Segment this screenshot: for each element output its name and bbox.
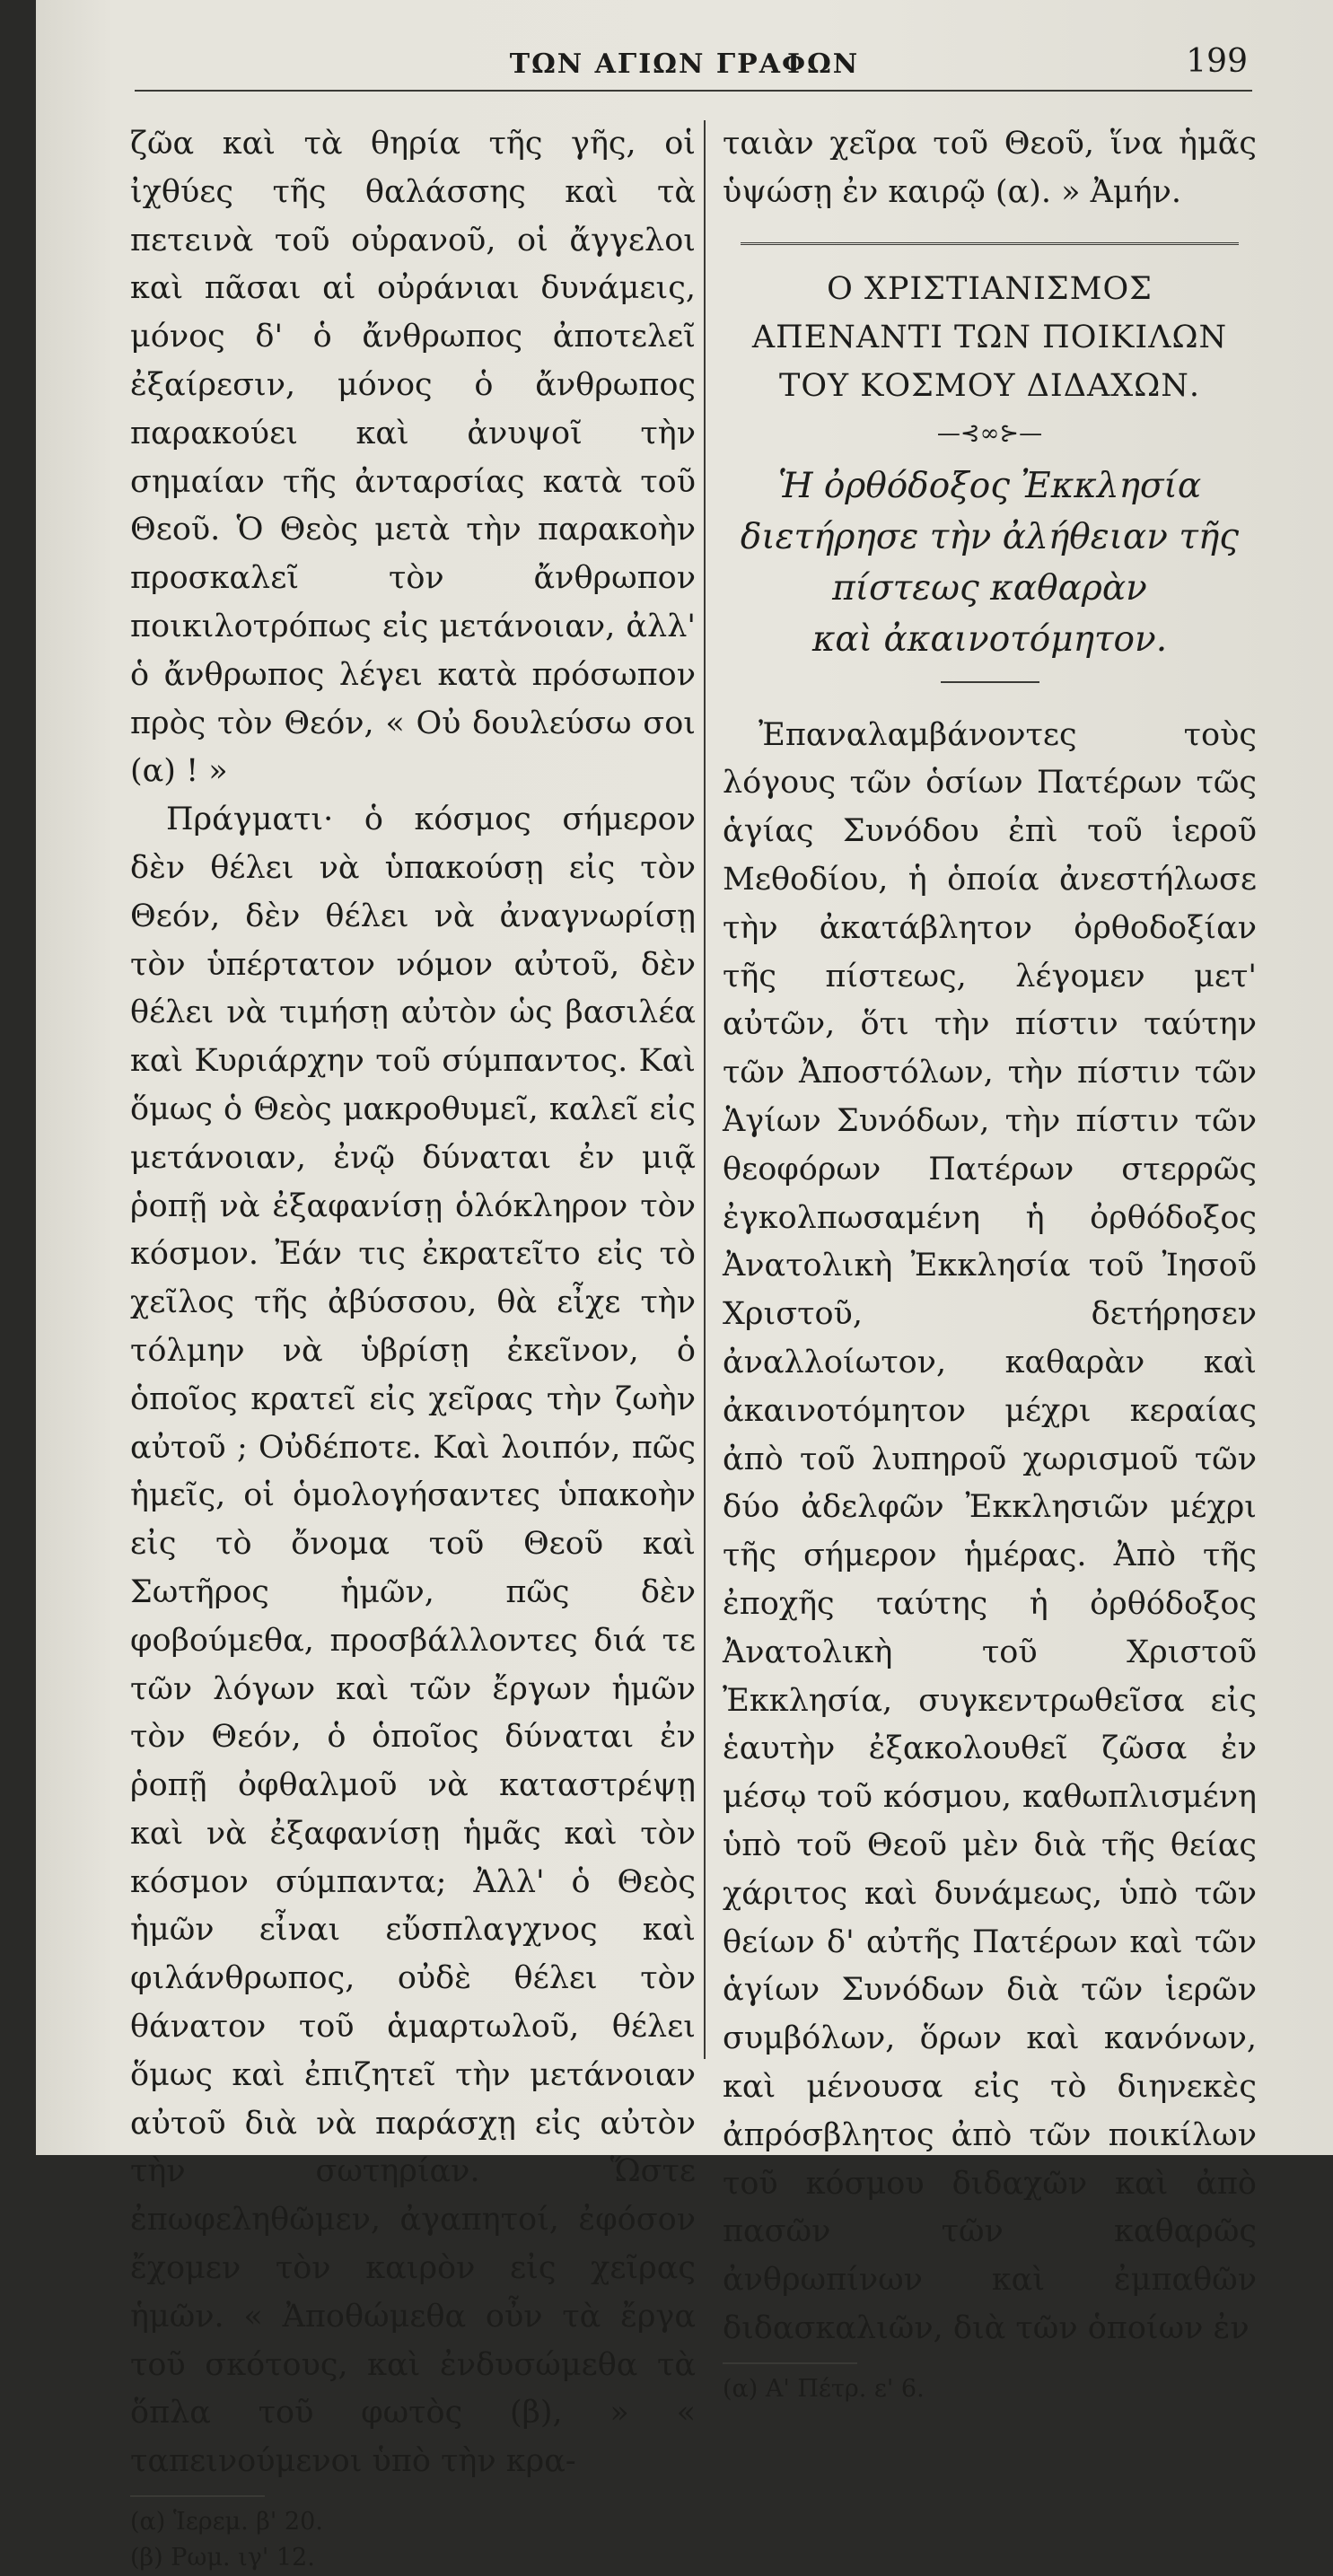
- right-column: [723, 120, 1257, 2407]
- section-title: [723, 265, 1257, 410]
- book-page: [36, 0, 1333, 2572]
- left-footnote-rule: [130, 2495, 265, 2497]
- epigraph-line-3: πίστεως καθαρὰν: [832, 567, 1147, 609]
- page-number: 199: [1186, 43, 1248, 80]
- section-title-line-2: ΑΠΕΝΑΝΤΙ ΤΩΝ ΠΟΙΚΙΛΩΝ: [751, 319, 1228, 355]
- right-footnote-a: (α) Α' Πέτρ. ε' 6.: [723, 2374, 925, 2403]
- right-continuation: ταιὰν χεῖρα τοῦ Θεοῦ, ἵνα ἡμᾶς ὑψώσῃ ἐν καιρῷ (α). » Ἀμήν.: [723, 126, 1257, 210]
- right-paragraph-1: Ἐπαναλαμβάνοντες τοὺς λόγους τῶν ὁσίων Πατέρων τῶς ἁγίας Συνόδου ἐπὶ τοῦ ἱεροῦ Μεθοδίου, ἡ ὁποία ἀνεστήλωσε τὴν ἀκατάβλητον ὀρθοδοξίαν τῆς πίστεως, λέγομεν μετ' αὐτῶν, ὅτι τὴν πίστιν ταύτην τῶν Ἀποστόλων, τὴν πίστιν τῶν Ἁγίων Συνόδων, τὴν πίστιν τῶν θεοφόρων Πατέρων στερρῶς ἐγκολπωσαμένη ἡ ὀρθόδοξος Ἀνατολικὴ Ἐκκλησία τοῦ Ἰησοῦ Χριστοῦ, δετήρησεν ἀναλλοίωτον, καθαρὰν καὶ ἀκαινοτόμητον μέχρι κεραίας ἀπὸ τοῦ λυπηροῦ χωρισμοῦ τῶν δύο ἀδελφῶν Ἐκκλησιῶν μέχρι τῆς σήμερον ἡμέρας. Ἀπὸ τῆς ἐποχῆς ταύτης ἡ ὀρθόδοξος Ἀνατολικὴ τοῦ Χριστοῦ Ἐκκλησία, συγκεντρωθεῖσα εἰς ἑαυτὴν ἐξακολουθεῖ ζῶσα ἐν μέσῳ τοῦ κόσμου, καθωπλισμένη ὑπὸ τοῦ Θεοῦ μὲν διὰ τῆς θείας χάριτος καὶ δυνάμεως, ὑπὸ τῶν θείων δ' αὐτῆς Πατέρων καὶ τῶν ἁγίων Συνόδων διὰ τῶν ἱερῶν συμβόλων, ὅρων καὶ κανόνων, καὶ μένουσα εἰς τὸ διηνεκὲς ἀπρόσβλητος ἀπὸ τῶν ποικίλων τοῦ κόσμου διδαχῶν καὶ ἀπὸ πασῶν τῶν καθαρῶς ἀνθρωπίνων καὶ ἐμπαθῶν διδασκαλιῶν, διὰ τῶν ὁποίων ἐν: [723, 716, 1257, 2346]
- section-title-line-1: Ο ΧΡΙΣΤΙΑΝΙΣΜΟΣ: [827, 270, 1153, 307]
- left-paragraph-2: Πράγματι· ὁ κόσμος σήμερον δὲν θέλει νὰ ὑπακούσῃ εἰς τὸν Θεόν, δὲν θέλει νὰ ἀναγνωρίσῃ τὸν ὑπέρτατον νόμον αὐτοῦ, δὲν θέλει νὰ τιμήσῃ αὐτὸν ὡς βασιλέα καὶ Κυριάρχην τοῦ σύμπαντος. Καὶ ὅμως ὁ Θεὸς μακροθυμεῖ, καλεῖ εἰς μετάνοιαν, ἐνῷ δύναται ἐν μιᾷ ῥοπῇ νὰ ἐξαφανίσῃ ὁλόκληρον τὸν κόσμον. Ἐάν τις ἐκρατεῖτο εἰς τὸ χεῖλος τῆς ἀβύσσου, θὰ εἶχε τὴν τόλμην νὰ ὑβρίσῃ ἐκεῖνον, ὁ ὁποῖος κρατεῖ εἰς χεῖρας τὴν ζωὴν αὐτοῦ ; Οὐδέποτε. Καὶ λοιπόν, πῶς ἡμεῖς, οἱ ὁμολογήσαντες ὑπακοὴν εἰς τὸ ὄνομα τοῦ Θεοῦ καὶ Σωτῆρος ἡμῶν, πῶς δὲν φοβούμεθα, προσβάλλοντες διά τε τῶν λόγων καὶ τῶν ἔργων ἡμῶν τὸν Θεόν, ὁ ὁποῖος δύναται ἐν ῥοπῇ ὀφθαλμοῦ νὰ καταστρέψῃ καὶ νὰ ἐξαφανίσῃ ἡμᾶς καὶ τὸν κόσμον σύμπαντα; Ἀλλ' ὁ Θεὸς ἡμῶν εἶναι εὔσπλαγχνος καὶ φιλάνθρωπος, οὐδὲ θέλει τὸν θάνατον τοῦ ἁμαρτωλοῦ, θέλει ὅμως καὶ ἐπιζητεῖ τὴν μετάνοιαν αὐτοῦ διὰ νὰ παράσχῃ εἰς αὐτὸν τὴν σωτηρίαν. Ὥστε ἐπωφεληθῶμεν, ἀγαπητοί, ἐφόσον ἔχομεν τὸν καιρὸν εἰς χεῖρας ἡμῶν. « Ἀποθώμεθα οὖν τὰ ἔργα τοῦ σκότους, καὶ ἐνδυσώμεθα τὰ ὅπλα τοῦ φωτὸς (β), » « ταπεινούμενοι ὑπὸ τὴν κρα-: [130, 802, 696, 2480]
- left-column: [130, 120, 696, 2576]
- ornament: —⊰∞⊱—: [936, 419, 1043, 447]
- epigraph: [723, 460, 1257, 665]
- header-rule: [135, 90, 1252, 92]
- section-title-line-3: ΤΟΥ ΚΟΣΜΟΥ ΔΙΔΑΧΩΝ.: [779, 367, 1200, 404]
- epigraph-line-4: καὶ ἀκαινοτόμητον.: [811, 618, 1168, 660]
- epigraph-rule: [941, 681, 1039, 683]
- left-footnote-b: (β) Ρωμ. ιγ' 12.: [130, 2544, 315, 2572]
- left-paragraph-1: ζῶα καὶ τὰ θηρία τῆς γῆς, οἱ ἰχθύες τῆς θαλάσσης καὶ τὰ πετεινὰ τοῦ οὐρανοῦ, οἱ ἄγγελοι καὶ πᾶσαι αἱ οὐράνιαι δυνάμεις, μόνος δ' ὁ ἄνθρωπος ἀποτελεῖ ἐξαίρεσιν, μόνος ὁ ἄνθρωπος παρακούει καὶ ἀνυψοῖ τὴν σημαίαν τῆς ἀνταρσίας κατὰ τοῦ Θεοῦ. Ὁ Θεὸς μετὰ τὴν παρακοὴν προσκαλεῖ τὸν ἄνθρωπον ποικιλοτρόπως εἰς μετάνοιαν, ἀλλ' ὁ ἄνθρωπος λέγει κατὰ πρόσωπον πρὸς τὸν Θεόν, « Οὐ δουλεύσω σοι (α) ! »: [130, 126, 696, 790]
- section-divider: [741, 242, 1239, 245]
- right-footnote-rule: [723, 2362, 857, 2364]
- epigraph-line-2: διετήρησε τὴν ἀλήθειαν τῆς: [740, 516, 1240, 557]
- running-head: ΤΩΝ ΑΓΙΩΝ ΓΡΑΦΩΝ: [509, 48, 860, 80]
- left-footnote-a: (α) Ἱερεμ. β' 20.: [130, 2508, 323, 2537]
- column-divider: [704, 120, 706, 2059]
- page-header: [36, 43, 1333, 88]
- epigraph-line-1: Ἡ ὀρθόδοξος Ἐκκλησία: [777, 465, 1202, 506]
